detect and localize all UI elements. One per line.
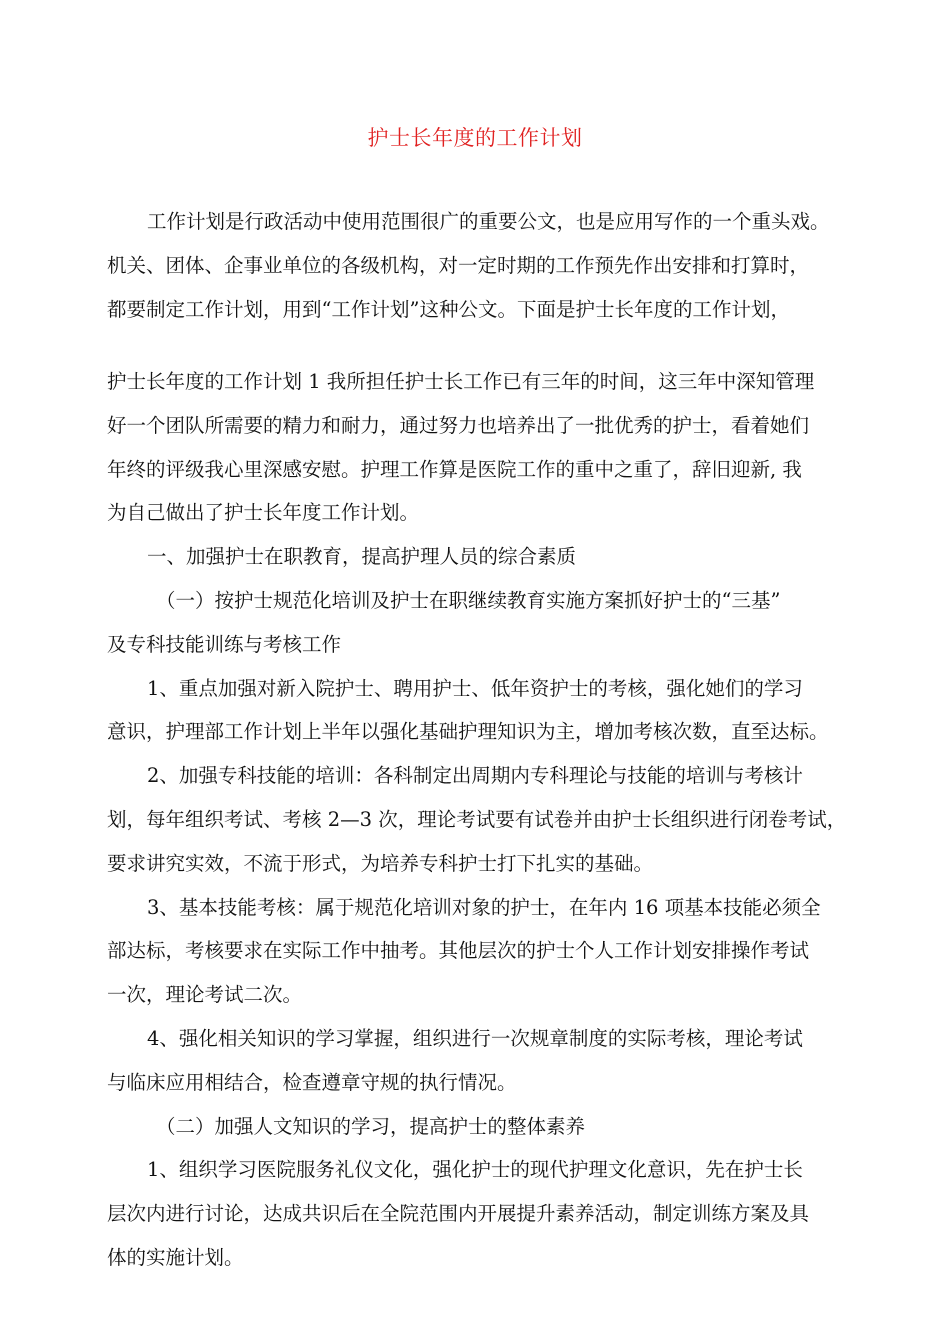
document-title: 护士长年度的工作计划 bbox=[367, 126, 583, 150]
subsection-heading: （一）按护士规范化培训及护士在职继续教育实施方案抓好护士的“三基” bbox=[156, 589, 781, 612]
paragraph-line: 好一个团队所需要的精力和耐力，通过努力也培养出了一批优秀的护士，看着她们 bbox=[107, 414, 810, 437]
paragraph-line: 机关、团体、企事业单位的各级机构，对一定时期的工作预先作出安排和打算时， bbox=[107, 254, 810, 277]
paragraph-line: 一次，理论考试二次。 bbox=[107, 983, 303, 1006]
paragraph-line: 要求讲究实效，不流于形式，为培养专科护士打下扎实的基础。 bbox=[107, 852, 654, 875]
paragraph-line: 为自己做出了护士长年度工作计划。 bbox=[107, 501, 420, 524]
section-heading: 一、加强护士在职教育，提高护理人员的综合素质 bbox=[147, 545, 577, 568]
paragraph-line: 划，每年组织考试、考核 2—3 次，理论考试要有试卷并由护士长组织进行闭卷考试， bbox=[107, 808, 847, 831]
paragraph-line: 层次内进行讨论，达成共识后在全院范围内开展提升素养活动，制定训练方案及具 bbox=[107, 1202, 810, 1225]
subsection-heading: （二）加强人文知识的学习，提高护士的整体素养 bbox=[156, 1115, 586, 1138]
paragraph-line: 都要制定工作计划，用到“工作计划”这种公文。下面是护士长年度的工作计划， bbox=[107, 298, 790, 321]
paragraph-line: 意识，护理部工作计划上半年以强化基础护理知识为主，增加考核次数，直至达标。 bbox=[107, 720, 829, 743]
paragraph-line: 与临床应用相结合，检查遵章守规的执行情况。 bbox=[107, 1071, 517, 1094]
paragraph-line: 体的实施计划。 bbox=[107, 1246, 244, 1269]
paragraph-line: 3、基本技能考核：属于规范化培训对象的护士，在年内 16 项基本技能必须全 bbox=[147, 896, 821, 919]
paragraph-line: 1、组织学习医院服务礼仪文化，强化护士的现代护理文化意识，先在护士长 bbox=[147, 1158, 803, 1181]
paragraph-line: 及专科技能训练与考核工作 bbox=[107, 633, 342, 656]
paragraph-line: 部达标，考核要求在实际工作中抽考。其他层次的护士个人工作计划安排操作考试 bbox=[107, 939, 810, 962]
paragraph-line: 4、强化相关知识的学习掌握，组织进行一次规章制度的实际考核，理论考试 bbox=[147, 1027, 803, 1050]
paragraph-line: 护士长年度的工作计划 1 我所担任护士长工作已有三年的时间，这三年中深知管理 bbox=[107, 370, 815, 393]
paragraph-line: 1、重点加强对新入院护士、聘用护士、低年资护士的考核，强化她们的学习 bbox=[147, 677, 803, 700]
paragraph-line: 年终的评级我心里深感安慰。护理工作算是医院工作的重中之重了，辞旧迎新, 我 bbox=[107, 458, 802, 481]
paragraph-line: 2、加强专科技能的培训：各科制定出周期内专科理论与技能的培训与考核计 bbox=[147, 764, 803, 787]
paragraph-line: 工作计划是行政活动中使用范围很广的重要公文，也是应用写作的一个重头戏。 bbox=[147, 210, 830, 233]
